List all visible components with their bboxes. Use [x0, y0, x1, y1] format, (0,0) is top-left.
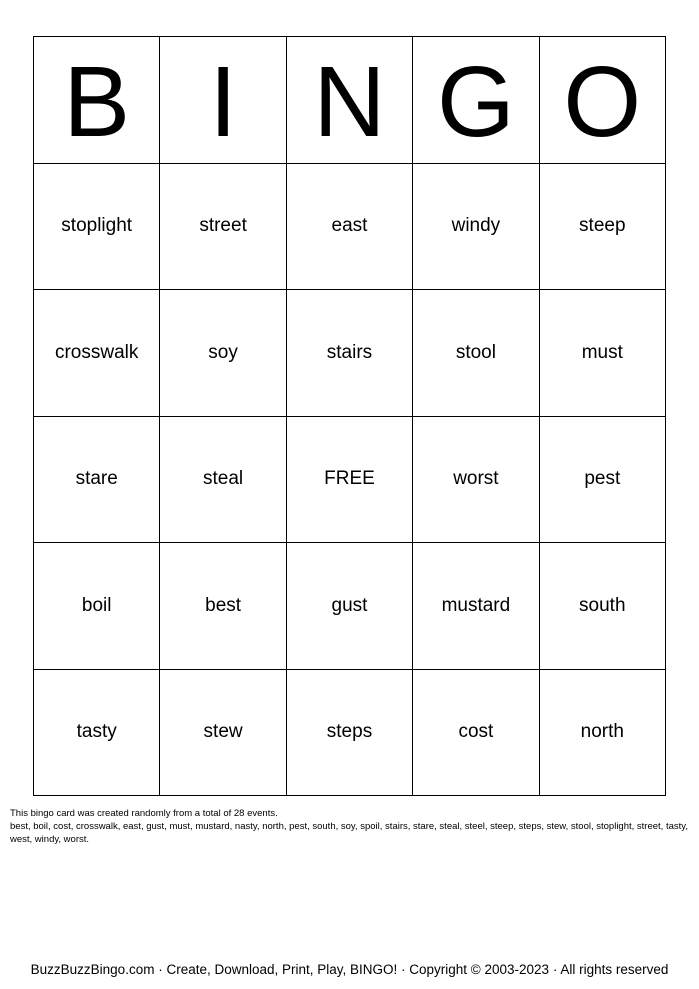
header-letter-i: I [160, 37, 286, 164]
bingo-cell: pest [540, 417, 666, 544]
bingo-cell: mustard [413, 543, 539, 670]
card-info-summary: This bingo card was created randomly from a total of 28 events. [10, 808, 278, 819]
bingo-cell: steep [540, 164, 666, 291]
bingo-cell: must [540, 290, 666, 417]
bingo-cell: crosswalk [34, 290, 160, 417]
bingo-card [33, 36, 666, 796]
bingo-cell: cost [413, 670, 539, 797]
bingo-cell: stoplight [34, 164, 160, 291]
bingo-cell: east [287, 164, 413, 291]
card-info [10, 807, 690, 846]
page-footer: BuzzBuzzBingo.com · Create, Download, Print, Play, BINGO! · Copyright © 2003-2023 · All rights reserved [30, 962, 669, 977]
header-letter-b: B [34, 37, 160, 164]
bingo-cell: gust [287, 543, 413, 670]
bingo-cell: stairs [287, 290, 413, 417]
bingo-cell: tasty [34, 670, 160, 797]
bingo-cell: south [540, 543, 666, 670]
bingo-cell: boil [34, 543, 160, 670]
bingo-cell: soy [160, 290, 286, 417]
bingo-cell: windy [413, 164, 539, 291]
bingo-cell: stew [160, 670, 286, 797]
bingo-cell: stool [413, 290, 539, 417]
bingo-cell: steps [287, 670, 413, 797]
bingo-cell: north [540, 670, 666, 797]
bingo-cell: best [160, 543, 286, 670]
bingo-cell: stare [34, 417, 160, 544]
bingo-cell: steal [160, 417, 286, 544]
card-info-word-list: best, boil, cost, crosswalk, east, gust, must, mustard, nasty, north, pest, south, soy, spoil, stairs, stare, steal, steel, steep, steps, stew, stool, stoplight, street, tasty, west, windy, worst. [10, 821, 688, 845]
bingo-cell: worst [413, 417, 539, 544]
header-letter-n: N [287, 37, 413, 164]
free-space-cell: FREE [287, 417, 413, 544]
header-letter-o: O [540, 37, 666, 164]
bingo-cell: street [160, 164, 286, 291]
header-letter-g: G [413, 37, 539, 164]
